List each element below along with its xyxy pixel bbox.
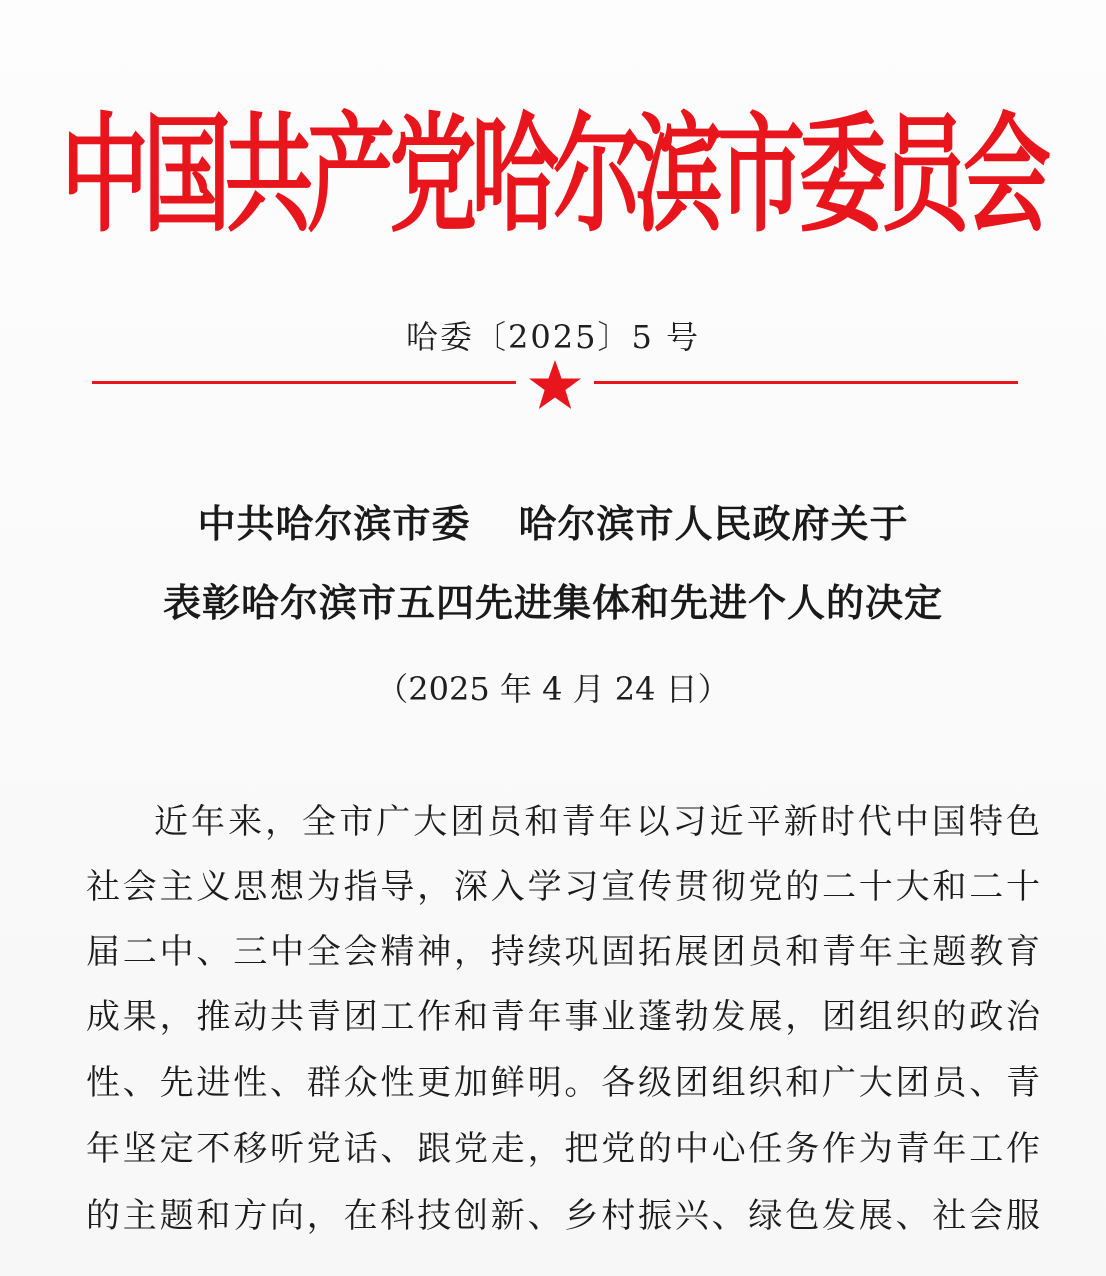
- issuer-header: 中国共产党哈尔滨市委员会: [60, 99, 1045, 250]
- body-text-line: 近年来，全市广大团员和青年以习近平新时代中国特色: [154, 802, 1040, 842]
- title-issuer-government: 哈尔滨市人民政府关于: [518, 501, 909, 546]
- document-title-line-2: 表彰哈尔滨市五四先进集体和先进个人的决定: [162, 580, 943, 625]
- title-issuer-party: 中共哈尔滨市委: [197, 501, 471, 546]
- body-text-line: 成果，推动共青团工作和青年事业蓬勃发展，团组织的政治: [86, 997, 1040, 1037]
- body-text-line: 的主题和方向，在科技创新、乡村振兴、绿色发展、社会服: [86, 1196, 1040, 1236]
- body-text-line: 社会主义思想为指导，深入学习宣传贯彻党的二十大和二十: [86, 867, 1040, 907]
- red-rule-left: [92, 381, 516, 384]
- body-text-line: 届二中、三中全会精神，持续巩固拓展团员和青年主题教育: [86, 932, 1040, 972]
- body-text-line: 年坚定不移听党话、跟党走，把党的中心任务作为青年工作: [86, 1129, 1040, 1169]
- document-number: 哈委〔2025〕5 号: [406, 318, 700, 356]
- star-icon: [527, 358, 583, 412]
- red-rule-right: [594, 381, 1018, 384]
- document-title-line-1: [0, 496, 1106, 552]
- body-text-line: 性、先进性、群众性更加鲜明。各级团组织和广大团员、青: [86, 1063, 1040, 1103]
- document-date: （2025 年 4 月 24 日）: [376, 670, 730, 708]
